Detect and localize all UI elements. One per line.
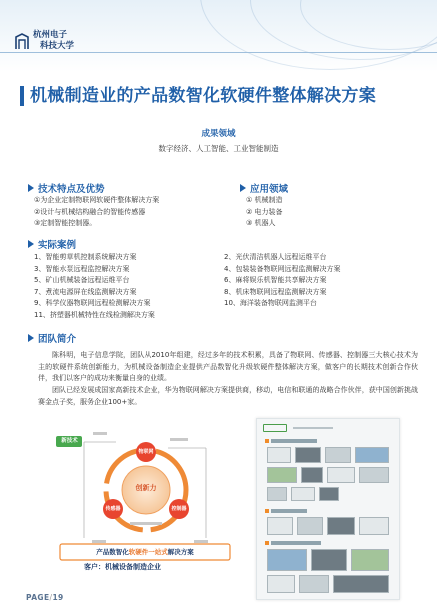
page-number: 19 bbox=[52, 593, 64, 602]
field-value: 数字经济、人工智能、工业智能制造 bbox=[158, 144, 279, 153]
applications-list bbox=[246, 195, 283, 230]
product-photo bbox=[267, 467, 297, 483]
list-item: ② 电力装备 bbox=[246, 207, 283, 216]
product-photo bbox=[327, 467, 355, 483]
triangle-bullet-icon bbox=[28, 240, 34, 248]
list-item: 1、智能剪草机控制系统解决方案 bbox=[34, 253, 137, 261]
product-photo bbox=[355, 447, 389, 463]
field-label: 成果领域 bbox=[201, 129, 236, 139]
product-photo bbox=[267, 575, 295, 593]
university-emblem-icon bbox=[14, 33, 30, 51]
product-photo bbox=[267, 549, 307, 571]
product-photo bbox=[333, 575, 389, 593]
team-paragraph-2: 团队已经发展成国家高新技术企业，华为物联网解决方案提供商，移动，电信和联通的战略合作伙伴，获中国创新挑战赛金点子奖，服务企业100+家。 bbox=[38, 386, 418, 406]
product-photo bbox=[297, 517, 323, 535]
list-item: ②设计与机械结构融合的智能传感器 bbox=[34, 207, 146, 216]
header-band bbox=[0, 0, 437, 72]
page-title-block bbox=[20, 84, 420, 108]
list-item: 6、麻将娱乐机智能共享解决方案 bbox=[224, 276, 327, 285]
caption-highlight: 软硬件一站式 bbox=[128, 548, 168, 556]
features-list bbox=[34, 195, 159, 230]
list-item: ③定制智能控制器。 bbox=[34, 219, 97, 228]
product-photo bbox=[327, 517, 355, 535]
product-photo bbox=[299, 575, 329, 593]
list-item: 8、机床物联网远程监测解决方案 bbox=[224, 287, 327, 296]
features-heading-text: 技术特点及优势 bbox=[38, 184, 105, 195]
node-controller-label: 控制器 bbox=[171, 506, 187, 512]
product-photo bbox=[267, 447, 291, 463]
node-sensor-label: 传感器 bbox=[105, 506, 121, 512]
center-label: 创新力 bbox=[135, 484, 157, 492]
product-photo-collage bbox=[256, 418, 400, 600]
innovation-diagram bbox=[56, 426, 234, 578]
features-heading bbox=[28, 181, 105, 195]
applications-heading bbox=[240, 181, 288, 195]
cases-list-left bbox=[34, 252, 155, 322]
triangle-bullet-icon bbox=[240, 184, 246, 192]
team-paragraph-1: 陈科明，电子信息学院，团队从2010年组建，经过多年的技术积累，具备了物联网、传感器、控制器三大核心技术为主的软硬件系统创新能力，为机械设备制造企业提供产品数智化升级软硬件整体解决方案，做客户的长期技术创新合作伙伴，我们以客户的成功来衡量自身的业绩。 bbox=[38, 351, 418, 382]
new-tech-label: 新技术 bbox=[61, 438, 78, 444]
triangle-bullet-icon bbox=[28, 334, 34, 342]
panel-header bbox=[263, 424, 395, 433]
list-item: 2、光伏清洁机器人远程运维平台 bbox=[224, 253, 327, 261]
caption-suffix: 解决方案 bbox=[167, 548, 194, 556]
product-photo bbox=[291, 487, 315, 501]
list-item: 9、科学仪器物联网远程检测解决方案 bbox=[34, 299, 151, 308]
list-item: 5、矿山机械装备远程运维平台 bbox=[34, 276, 130, 285]
product-photo bbox=[295, 447, 321, 463]
product-photo bbox=[311, 549, 347, 571]
product-photo bbox=[267, 517, 293, 535]
applications-heading-text: 应用领域 bbox=[250, 184, 289, 195]
team-heading-text: 团队简介 bbox=[38, 334, 77, 345]
caption-prefix: 产品数智化 bbox=[96, 548, 129, 556]
list-item: 11、挤塑器机械特性在线检测解决方案 bbox=[34, 310, 155, 319]
cases-heading-text: 实际案例 bbox=[38, 240, 77, 251]
product-photo bbox=[325, 447, 351, 463]
product-photo bbox=[301, 467, 323, 483]
logo-line1: 杭州电子 bbox=[33, 30, 68, 40]
page-title: 机械制造业的产品数智化软硬件整体解决方案 bbox=[30, 86, 376, 106]
diagram-subcaption: 客户：机械设备制造企业 bbox=[84, 563, 161, 571]
cases-heading bbox=[28, 237, 76, 251]
logo-line2: 科技大学 bbox=[40, 41, 75, 51]
team-heading bbox=[28, 331, 76, 345]
node-iot-label: 物联网 bbox=[138, 449, 154, 455]
list-item: ① 机械制造 bbox=[246, 196, 283, 204]
diagram-caption bbox=[60, 547, 230, 556]
product-photo bbox=[359, 467, 389, 483]
list-item: 4、包装装备物联网远程监测解决方案 bbox=[224, 264, 341, 273]
cases-list-right bbox=[224, 252, 340, 310]
title-accent-bar bbox=[20, 86, 24, 106]
triangle-bullet-icon bbox=[28, 184, 34, 192]
page-label: PAGE bbox=[26, 593, 50, 602]
brand-logo-icon bbox=[263, 424, 287, 432]
product-photo bbox=[319, 487, 339, 501]
university-logo bbox=[14, 30, 114, 56]
list-item: ③ 机器人 bbox=[246, 219, 276, 228]
list-item: 3、智能水泵远程监控解决方案 bbox=[34, 264, 130, 273]
list-item: ①为企业定制物联网软硬件整体解决方案 bbox=[34, 196, 160, 204]
list-item: 10、海洋装备物联网监测平台 bbox=[224, 299, 317, 308]
product-photo bbox=[267, 487, 287, 501]
page-footer: PAGE/19 bbox=[26, 593, 64, 602]
product-photo bbox=[351, 549, 389, 571]
list-item: 7、煮流电源屏在线监测解决方案 bbox=[34, 287, 137, 296]
product-photo bbox=[359, 517, 389, 535]
